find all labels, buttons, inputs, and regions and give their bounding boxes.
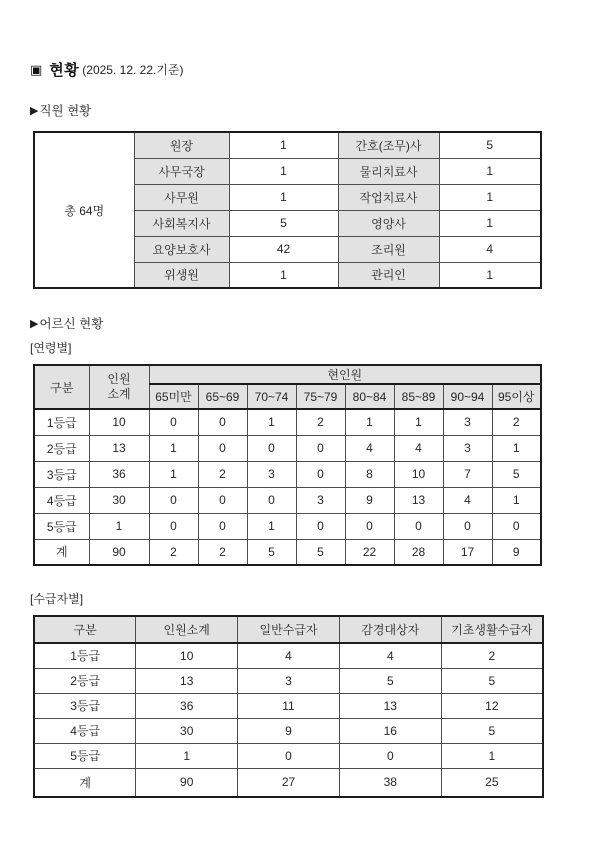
header-cell-gubun: 구분 — [34, 365, 89, 409]
value-cell: 4 — [339, 643, 441, 668]
value-cell: 2 — [296, 409, 345, 435]
subtotal-cell: 90 — [89, 539, 149, 565]
arrow-bullet-icon: ▶ — [30, 104, 39, 117]
arrow-bullet-icon: ▶ — [30, 317, 39, 330]
grade-cell: 계 — [34, 768, 136, 797]
header-cell-group: 현인원 — [149, 365, 541, 384]
grade-cell: 4등급 — [34, 487, 89, 513]
value-cell: 1 — [345, 409, 394, 435]
header-cell-age: 90~94 — [443, 384, 492, 409]
value-cell: 2 — [441, 643, 543, 668]
value-cell: 10 — [394, 461, 443, 487]
header-cell-age: 80~84 — [345, 384, 394, 409]
value-cell: 10 — [136, 643, 238, 668]
value-cell: 0 — [149, 513, 198, 539]
staff-count-cell: 1 — [229, 158, 338, 184]
staff-count-cell: 42 — [229, 236, 338, 262]
value-cell: 0 — [394, 513, 443, 539]
staff-count-cell: 1 — [229, 262, 338, 288]
table-total-row — [34, 768, 543, 797]
staff-count-cell: 1 — [439, 158, 541, 184]
table-row — [34, 643, 543, 668]
header-cell-age: 65~69 — [198, 384, 247, 409]
value-cell: 1 — [149, 461, 198, 487]
value-cell: 9 — [345, 487, 394, 513]
staff-role-cell: 사무원 — [134, 184, 229, 210]
value-cell: 1 — [394, 409, 443, 435]
table-row — [34, 718, 543, 743]
title-text: 현황 — [49, 61, 80, 79]
staff-role-cell: 작업치료사 — [338, 184, 439, 210]
value-cell: 0 — [296, 513, 345, 539]
value-cell: 4 — [238, 643, 340, 668]
header-cell: 기초생활수급자 — [441, 616, 543, 643]
grade-cell: 1등급 — [34, 643, 136, 668]
age-table — [33, 364, 542, 566]
grade-cell: 2등급 — [34, 435, 89, 461]
staff-role-cell: 관리인 — [338, 262, 439, 288]
staff-count-cell: 1 — [439, 262, 541, 288]
value-cell: 27 — [238, 768, 340, 797]
staff-total-cell: 총 64명 — [34, 132, 134, 288]
staff-role-cell: 원장 — [134, 132, 229, 158]
staff-count-cell: 1 — [439, 210, 541, 236]
value-cell: 5 — [441, 718, 543, 743]
value-cell: 28 — [394, 539, 443, 565]
grade-cell: 1등급 — [34, 409, 89, 435]
value-cell: 2 — [492, 409, 541, 435]
table-row — [34, 693, 543, 718]
staff-count-cell: 5 — [229, 210, 338, 236]
value-cell: 5 — [441, 668, 543, 693]
value-cell: 7 — [443, 461, 492, 487]
value-cell: 1 — [247, 409, 296, 435]
value-cell: 3 — [238, 668, 340, 693]
staff-count-cell: 1 — [229, 184, 338, 210]
subtotal-cell: 30 — [89, 487, 149, 513]
value-cell: 0 — [339, 743, 441, 768]
staff-role-cell: 간호(조무)사 — [338, 132, 439, 158]
table-header-row — [34, 616, 543, 643]
value-cell: 5 — [247, 539, 296, 565]
value-cell: 5 — [296, 539, 345, 565]
value-cell: 0 — [198, 409, 247, 435]
value-cell: 25 — [441, 768, 543, 797]
table-row — [34, 435, 541, 461]
grade-cell: 5등급 — [34, 513, 89, 539]
table-total-row — [34, 539, 541, 565]
value-cell: 8 — [345, 461, 394, 487]
value-cell: 16 — [339, 718, 441, 743]
value-cell: 4 — [443, 487, 492, 513]
value-cell: 22 — [345, 539, 394, 565]
grade-cell: 4등급 — [34, 718, 136, 743]
staff-count-cell: 5 — [439, 132, 541, 158]
value-cell: 1 — [492, 487, 541, 513]
subtotal-cell: 10 — [89, 409, 149, 435]
value-cell: 1 — [247, 513, 296, 539]
header-cell-gubun: 구분 — [34, 616, 136, 643]
table-row — [34, 132, 541, 158]
value-cell: 38 — [339, 768, 441, 797]
table-header-row — [34, 365, 541, 384]
value-cell: 0 — [296, 435, 345, 461]
value-cell: 4 — [345, 435, 394, 461]
staff-table — [33, 131, 542, 289]
staff-count-cell: 1 — [439, 184, 541, 210]
staff-heading-label: 직원 현황 — [39, 104, 92, 118]
square-bullet-icon: ▣ — [30, 61, 43, 77]
value-cell: 0 — [443, 513, 492, 539]
value-cell: 13 — [136, 668, 238, 693]
elderly-section-heading — [30, 314, 600, 332]
beneficiary-table — [33, 615, 544, 798]
value-cell: 0 — [238, 743, 340, 768]
value-cell: 0 — [247, 487, 296, 513]
staff-role-cell: 위생원 — [134, 262, 229, 288]
value-cell: 5 — [339, 668, 441, 693]
table-row — [34, 513, 541, 539]
header-cell: 인원소계 — [136, 616, 238, 643]
staff-role-cell: 사무국장 — [134, 158, 229, 184]
header-cell: 일반수급자 — [238, 616, 340, 643]
elderly-heading-label: 어르신 현황 — [39, 317, 104, 331]
value-cell: 0 — [492, 513, 541, 539]
header-subtotal-line1: 인원 — [107, 372, 131, 386]
value-cell: 0 — [149, 409, 198, 435]
table-row — [34, 487, 541, 513]
value-cell: 3 — [247, 461, 296, 487]
header-cell-age: 95이상 — [492, 384, 541, 409]
value-cell: 2 — [198, 539, 247, 565]
table-row — [34, 409, 541, 435]
table-row — [34, 461, 541, 487]
value-cell: 2 — [149, 539, 198, 565]
value-cell: 30 — [136, 718, 238, 743]
value-cell: 90 — [136, 768, 238, 797]
header-cell-age: 75~79 — [296, 384, 345, 409]
value-cell: 1 — [492, 435, 541, 461]
value-cell: 9 — [492, 539, 541, 565]
header-cell-age: 70~74 — [247, 384, 296, 409]
staff-role-cell: 물리치료사 — [338, 158, 439, 184]
grade-cell: 3등급 — [34, 693, 136, 718]
value-cell: 13 — [339, 693, 441, 718]
header-cell-subtotal — [89, 365, 149, 409]
value-cell: 36 — [136, 693, 238, 718]
value-cell: 0 — [149, 487, 198, 513]
value-cell: 0 — [247, 435, 296, 461]
value-cell: 9 — [238, 718, 340, 743]
grade-cell: 5등급 — [34, 743, 136, 768]
value-cell: 11 — [238, 693, 340, 718]
subtotal-cell: 13 — [89, 435, 149, 461]
header-cell: 감경대상자 — [339, 616, 441, 643]
staff-count-cell: 1 — [229, 132, 338, 158]
table-row — [34, 743, 543, 768]
value-cell: 0 — [296, 461, 345, 487]
page-title — [30, 58, 600, 80]
value-cell: 5 — [492, 461, 541, 487]
value-cell: 1 — [441, 743, 543, 768]
grade-cell: 3등급 — [34, 461, 89, 487]
value-cell: 12 — [441, 693, 543, 718]
value-cell: 3 — [443, 409, 492, 435]
header-subtotal-line2: 소계 — [107, 387, 131, 401]
value-cell: 3 — [296, 487, 345, 513]
value-cell: 2 — [198, 461, 247, 487]
header-cell-age: 85~89 — [394, 384, 443, 409]
value-cell: 3 — [443, 435, 492, 461]
value-cell: 13 — [394, 487, 443, 513]
header-cell-age: 65미만 — [149, 384, 198, 409]
title-date: (2025. 12. 22.기준) — [82, 62, 184, 77]
value-cell: 17 — [443, 539, 492, 565]
value-cell: 0 — [198, 487, 247, 513]
value-cell: 0 — [198, 513, 247, 539]
grade-cell: 계 — [34, 539, 89, 565]
value-cell: 0 — [345, 513, 394, 539]
beneficiary-table-label: [수급자별] — [30, 592, 84, 606]
value-cell: 4 — [394, 435, 443, 461]
age-table-label: [연령별] — [30, 341, 72, 355]
staff-role-cell: 영양사 — [338, 210, 439, 236]
subtotal-cell: 1 — [89, 513, 149, 539]
staff-count-cell: 4 — [439, 236, 541, 262]
staff-role-cell: 사회복지사 — [134, 210, 229, 236]
value-cell: 1 — [149, 435, 198, 461]
staff-role-cell: 요양보호사 — [134, 236, 229, 262]
value-cell: 1 — [136, 743, 238, 768]
table-row — [34, 668, 543, 693]
staff-role-cell: 조리원 — [338, 236, 439, 262]
staff-section-heading — [30, 101, 600, 119]
value-cell: 0 — [198, 435, 247, 461]
subtotal-cell: 36 — [89, 461, 149, 487]
grade-cell: 2등급 — [34, 668, 136, 693]
